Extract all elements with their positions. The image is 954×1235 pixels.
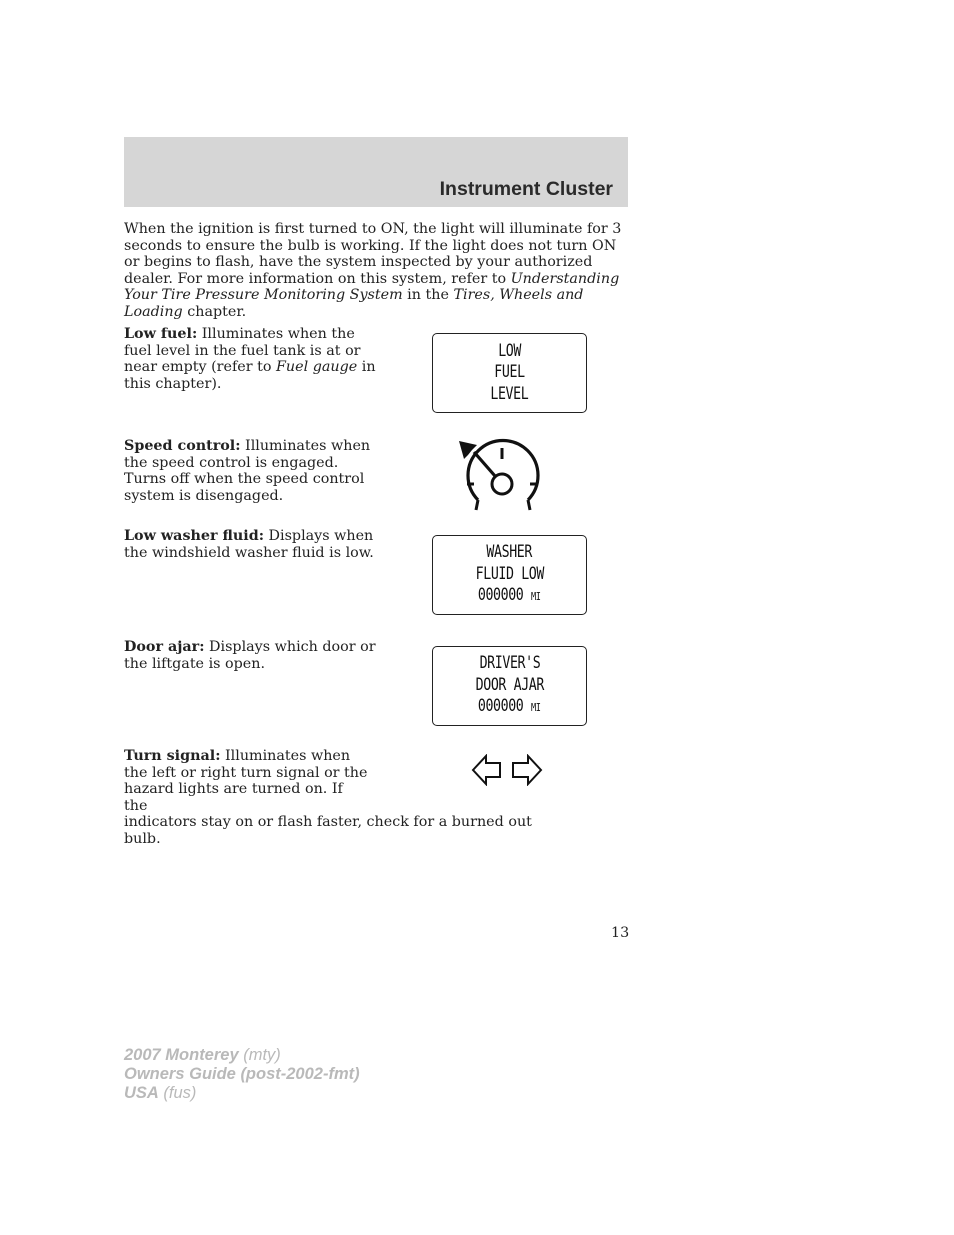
low-fuel-paragraph xyxy=(124,326,379,392)
display-line: LOW xyxy=(498,340,521,361)
section-title: Instrument Cluster xyxy=(439,178,613,200)
fuel-gauge-reference: Fuel gauge xyxy=(276,359,358,376)
low-fuel-label: Low fuel: xyxy=(124,326,198,342)
intro-text-3: chapter. xyxy=(182,303,247,320)
document-footer xyxy=(124,1046,360,1103)
display-line: FLUID LOW xyxy=(475,563,544,584)
footer-line-1 xyxy=(124,1046,360,1065)
display-line: DRIVER'S xyxy=(479,653,540,674)
turn-signal-first-lines xyxy=(124,748,368,814)
speed-control-icon xyxy=(455,437,547,517)
footer-line-3 xyxy=(124,1084,360,1103)
display-line: FUEL xyxy=(494,362,525,383)
turn-signal-label: Turn signal: xyxy=(124,748,221,764)
display-line: LEVEL xyxy=(490,383,529,404)
washer-fluid-display xyxy=(432,535,587,615)
low-fuel-display xyxy=(432,333,587,413)
low-fuel-text-1: Illuminates when the fuel level in the fuel tank is at or near empty (refer to xyxy=(124,326,361,376)
speed-control-paragraph xyxy=(124,438,379,504)
odometer-line xyxy=(478,585,541,608)
intro-reference-2: Tires, Wheels and Loading xyxy=(124,287,584,320)
section-header-bar xyxy=(124,137,628,207)
door-ajar-text: Displays which door or the liftgate is open. xyxy=(124,639,376,672)
intro-reference-1: Understanding Your Tire Pressure Monitoring System xyxy=(124,270,620,304)
speed-control-label: Speed control: xyxy=(124,438,241,454)
odometer-value: 000000 xyxy=(478,696,524,717)
washer-fluid-label: Low washer fluid: xyxy=(124,528,264,544)
intro-paragraph xyxy=(124,221,629,321)
footer-model: 2007 Monterey xyxy=(124,1046,239,1064)
display-line: DOOR AJAR xyxy=(475,674,544,695)
odometer-unit: MI xyxy=(531,701,541,715)
footer-line-2 xyxy=(124,1065,360,1084)
door-ajar-display xyxy=(432,646,587,726)
turn-signal-text-2: indicators stay on or flash faster, check for a burned out bulb. xyxy=(124,814,532,847)
odometer-value: 000000 xyxy=(478,585,524,606)
washer-fluid-paragraph xyxy=(124,528,379,561)
low-fuel-text-2: in this chapter). xyxy=(124,359,376,392)
odometer-line xyxy=(478,696,541,719)
intro-text-1: When the ignition is first turned to ON, the light will illuminate for 3 seconds to ensure the bulb is working. If the light does not turn ON or begins to flash, have the system inspected by your authorized dealer. For more information on this system, refer to xyxy=(124,221,622,287)
turn-signal-text-1: Illuminates when the left or right turn signal or the hazard lights are turned on. If the xyxy=(124,748,368,814)
turn-signal-arrows-icon xyxy=(471,754,543,786)
odometer-unit: MI xyxy=(531,590,541,604)
washer-fluid-text: Displays when the windshield washer fluid is low. xyxy=(124,528,374,561)
door-ajar-paragraph xyxy=(124,639,379,672)
footer-model-code: (mty) xyxy=(238,1046,281,1064)
footer-guide: Owners Guide (post-2002-fmt) xyxy=(124,1065,360,1083)
footer-region-code: (fus) xyxy=(158,1084,197,1102)
footer-region: USA xyxy=(124,1084,159,1102)
display-line: WASHER xyxy=(486,542,533,563)
intro-text-2: in the xyxy=(402,287,454,304)
door-ajar-label: Door ajar: xyxy=(124,639,205,655)
page-number: 13 xyxy=(611,925,630,941)
speed-control-text: Illuminates when the speed control is engaged. Turns off when the speed control system is disengaged. xyxy=(124,438,371,504)
